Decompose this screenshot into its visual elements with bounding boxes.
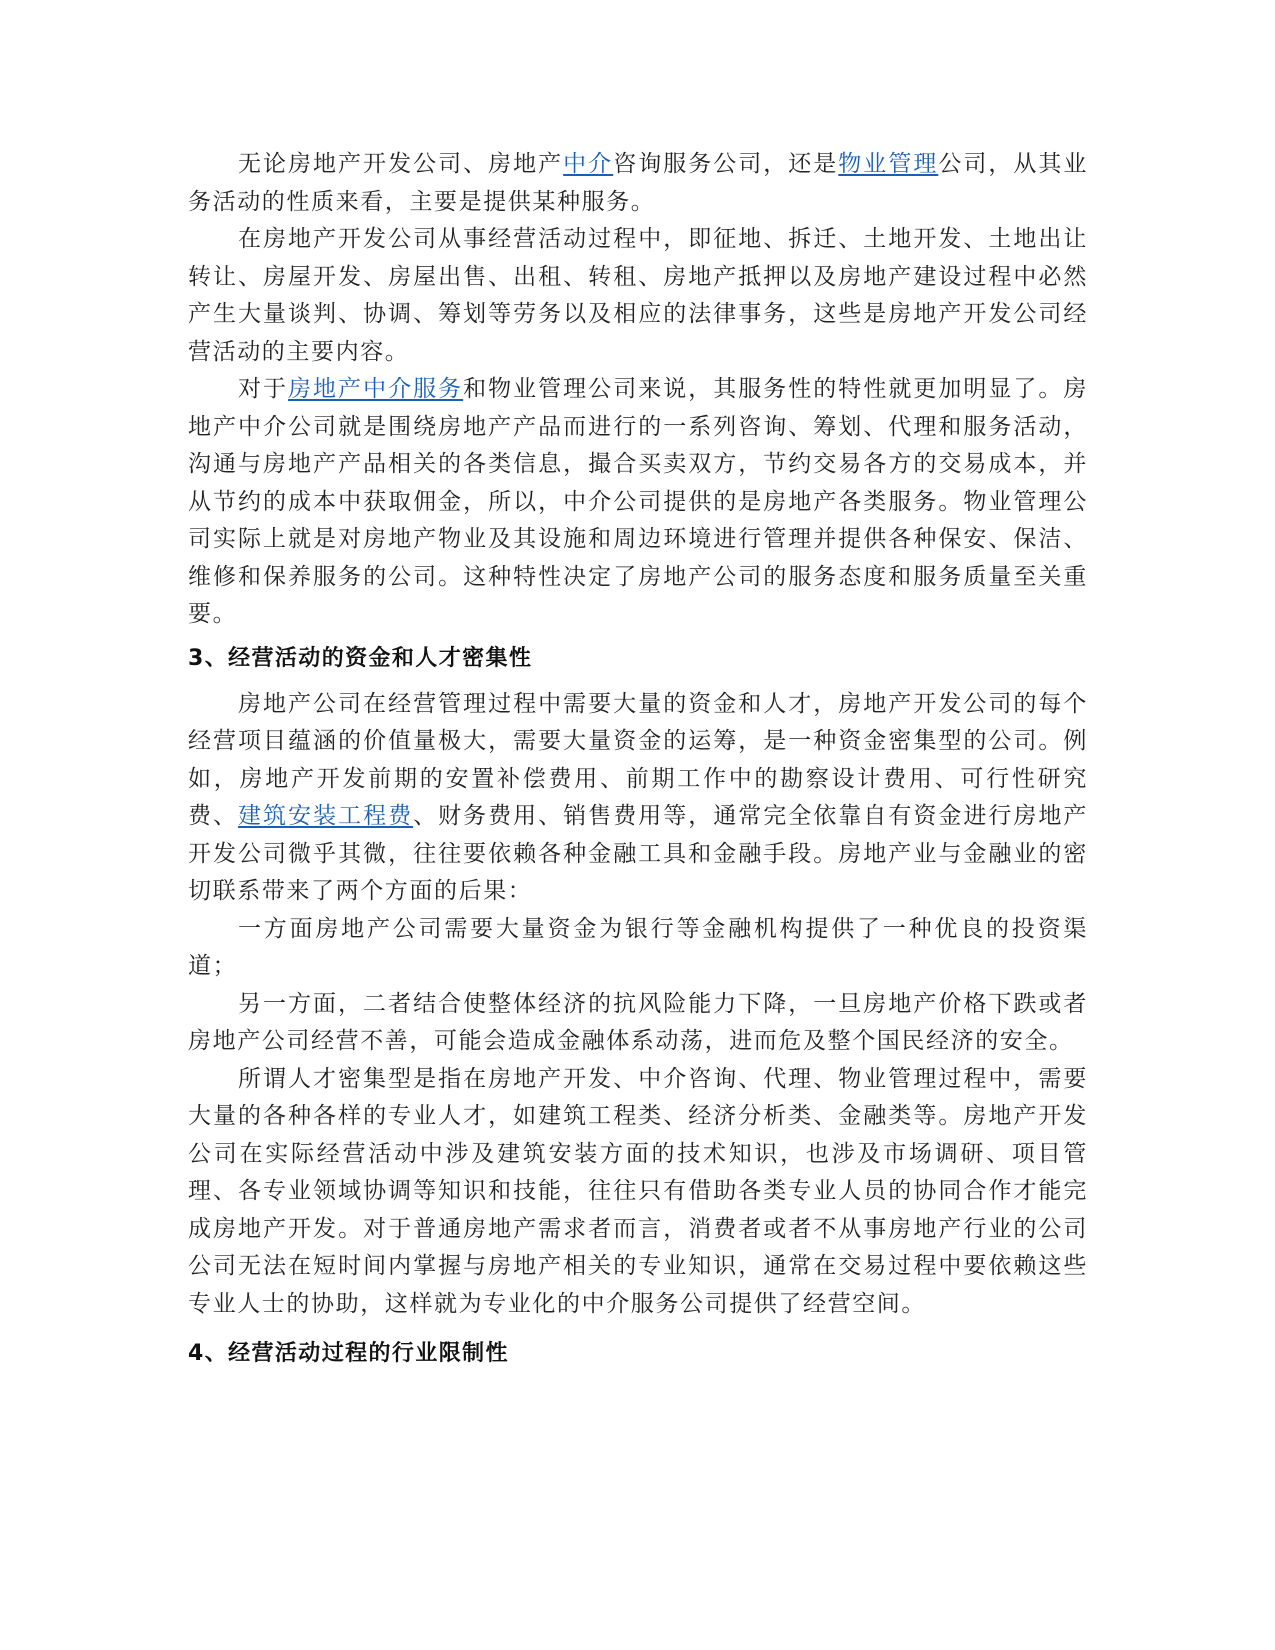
paragraph-development-activities: 在房地产开发公司从事经营活动过程中，即征地、拆迁、土地开发、土地出让转让、房屋开发、房屋出售、出租、转租、房地产抵押以及房地产建设过程中必然产生大量谈判、协调、筹划等劳务以及相应的法律事务，这些是房地产开发公司经营活动的主要内容。 — [188, 226, 1088, 365]
section-heading-capital-talent: 3、经营活动的资金和人才密集性 — [188, 645, 533, 671]
paragraph-text: 咨询服务公司，还是 — [613, 151, 839, 177]
paragraph-text: 对于 — [238, 376, 289, 402]
paragraph-talent-intensive: 所谓人才密集型是指在房地产开发、中介咨询、代理、物业管理过程中，需要大量的各种各样的专业人才，如建筑工程类、经济分析类、金融类等。房地产开发公司在实际经营活动中涉及建筑安装方面的技术知识，也涉及市场调研、项目管理、各专业领域协调等知识和技能，往往只有借助各类专业人员的协同合作才能完成房地产开发。对于普通房地产需求者而言，消费者或者不从事房地产行业的公司公司无法在短时间内掌握与房地产相关的专业知识，通常在交易过程中要依赖这些专业人士的协助，这样就为专业化的中介服务公司提供了经营空间。 — [188, 1065, 1088, 1317]
paragraph-text: 公司，从其业务活动的性质来看，主要是提供某种服务。 — [188, 151, 1088, 215]
link-real-estate-intermediary-service[interactable]: 房地产中介服务 — [288, 376, 464, 402]
paragraph-risk: 另一方面，二者结合使整体经济的抗风险能力下降，一旦房地产价格下跌或者房地产公司经营不善，可能会造成金融体系动荡，进而危及整个国民经济的安全。 — [188, 990, 1088, 1054]
link-construction-installation-cost[interactable]: 建筑安装工程费 — [238, 803, 414, 829]
paragraph-text: 无论房地产开发公司、房地产 — [238, 151, 564, 177]
link-property-management[interactable]: 物业管理 — [838, 151, 939, 177]
paragraph-investment-channel: 一方面房地产公司需要大量资金为银行等金融机构提供了一种优良的投资渠道； — [188, 915, 1088, 979]
document-body — [188, 146, 1088, 1369]
link-intermediary[interactable]: 中介 — [563, 151, 614, 177]
paragraph-text: 房地产公司在经营管理过程中需要大量的资金和人才，房地产开发公司的每个经营项目蕴涵的价值量极大，需要大量资金的运筹，是一种资金密集型的公司。例如，房地产开发前期的安置补偿费用、前期工作中的勘察设计费用、可行性研究费、 — [188, 690, 1088, 829]
paragraph-capital-intensive — [188, 686, 1088, 911]
paragraph-intermediary-services — [188, 371, 1088, 634]
paragraph-text: 、财务费用、销售费用等，通常完全依靠自有资金进行房地产开发公司微乎其微，往往要依赖各种金融工具和金融手段。房地产业与金融业的密切联系带来了两个方面的后果： — [188, 803, 1088, 904]
paragraph-service-nature — [188, 146, 1088, 221]
paragraph-text: 和物业管理公司来说，其服务性的特性就更加明显了。房地产中介公司就是围绕房地产产品而进行的一系列咨询、筹划、代理和服务活动，沟通与房地产产品相关的各类信息，撮合买卖双方，节约交易各方的交易成本，并从节约的成本中获取佣金，所以，中介公司提供的是房地产各类服务。物业管理公司实际上就是对房地产物业及其设施和周边环境进行管理并提供各种保安、保洁、维修和保养服务的公司。这种特性决定了房地产公司的服务态度和服务质量至关重要。 — [188, 376, 1089, 627]
section-heading-industry-restriction: 4、经营活动过程的行业限制性 — [188, 1341, 509, 1366]
